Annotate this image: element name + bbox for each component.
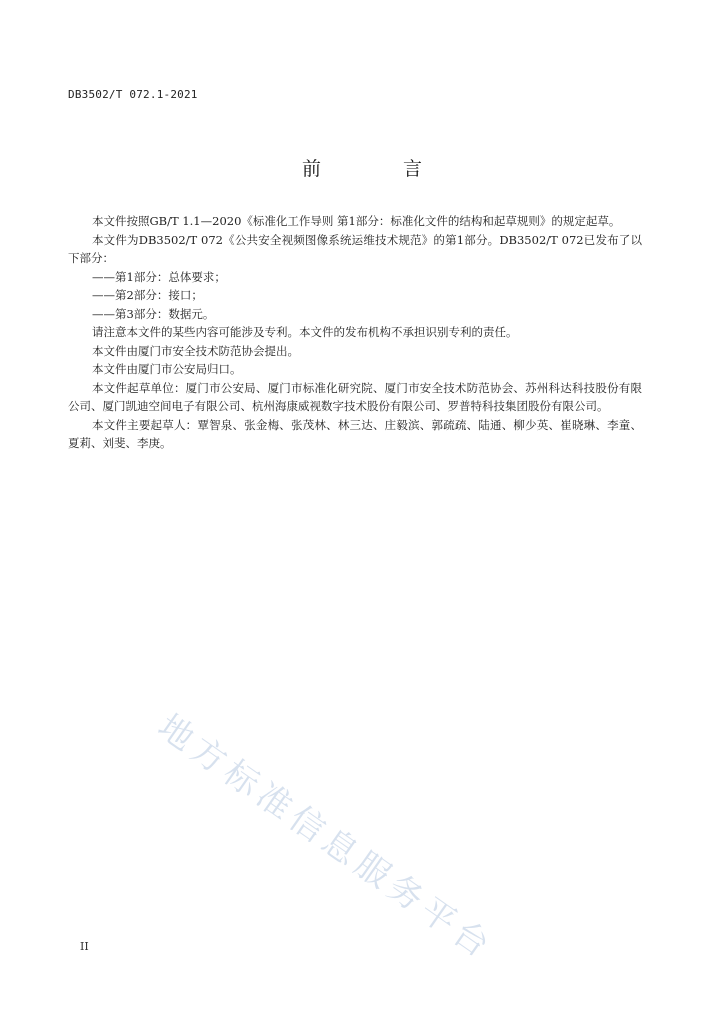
paragraph-drafters: 本文件主要起草人：覃智泉、张金梅、张茂林、林三达、庄毅滨、郭疏疏、陆通、柳少英、崔晓琳、李童、夏莉、刘斐、李庚。 <box>68 417 642 450</box>
list-item-part-3: ——第3部分：数据元。 <box>92 306 215 321</box>
paragraph-part-intro: 本文件为DB3502/T 072《公共安全视频图像系统运维技术规范》的第1部分。DB3502/T 072已发布了以下部分： <box>68 232 642 265</box>
standard-code: DB3502/T 072.1-2021 <box>68 88 198 101</box>
paragraph-drafting-units: 本文件起草单位：厦门市公安局、厦门市标准化研究院、厦门市安全技术防范协会、苏州科达科技股份有限公司、厦门凯迪空间电子有限公司、杭州海康威视数字技术股份有限公司、罗普特科技集团股份有限公司。 <box>68 380 642 413</box>
document-body <box>68 212 642 453</box>
watermark: 地方标准信息服务平台 <box>150 706 502 969</box>
paragraph-patent-notice: 请注意本文件的某些内容可能涉及专利。本文件的发布机构不承担识别专利的责任。 <box>92 325 518 339</box>
page-title: 前 言 <box>301 158 461 180</box>
list-item-part-2: ——第2部分：接口； <box>92 288 203 302</box>
list-item-part-1: ——第1部分：总体要求； <box>92 269 226 284</box>
paragraph-administrator: 本文件由厦门市公安局归口。 <box>92 362 242 376</box>
paragraph-proposer: 本文件由厦门市安全技术防范协会提出。 <box>92 343 299 358</box>
paragraph-drafting-rules: 本文件按照GB/T 1.1—2020《标准化工作导则 第1部分：标准化文件的结构和起草规则》的规定起草。 <box>92 214 621 228</box>
page-number: II <box>80 940 89 953</box>
